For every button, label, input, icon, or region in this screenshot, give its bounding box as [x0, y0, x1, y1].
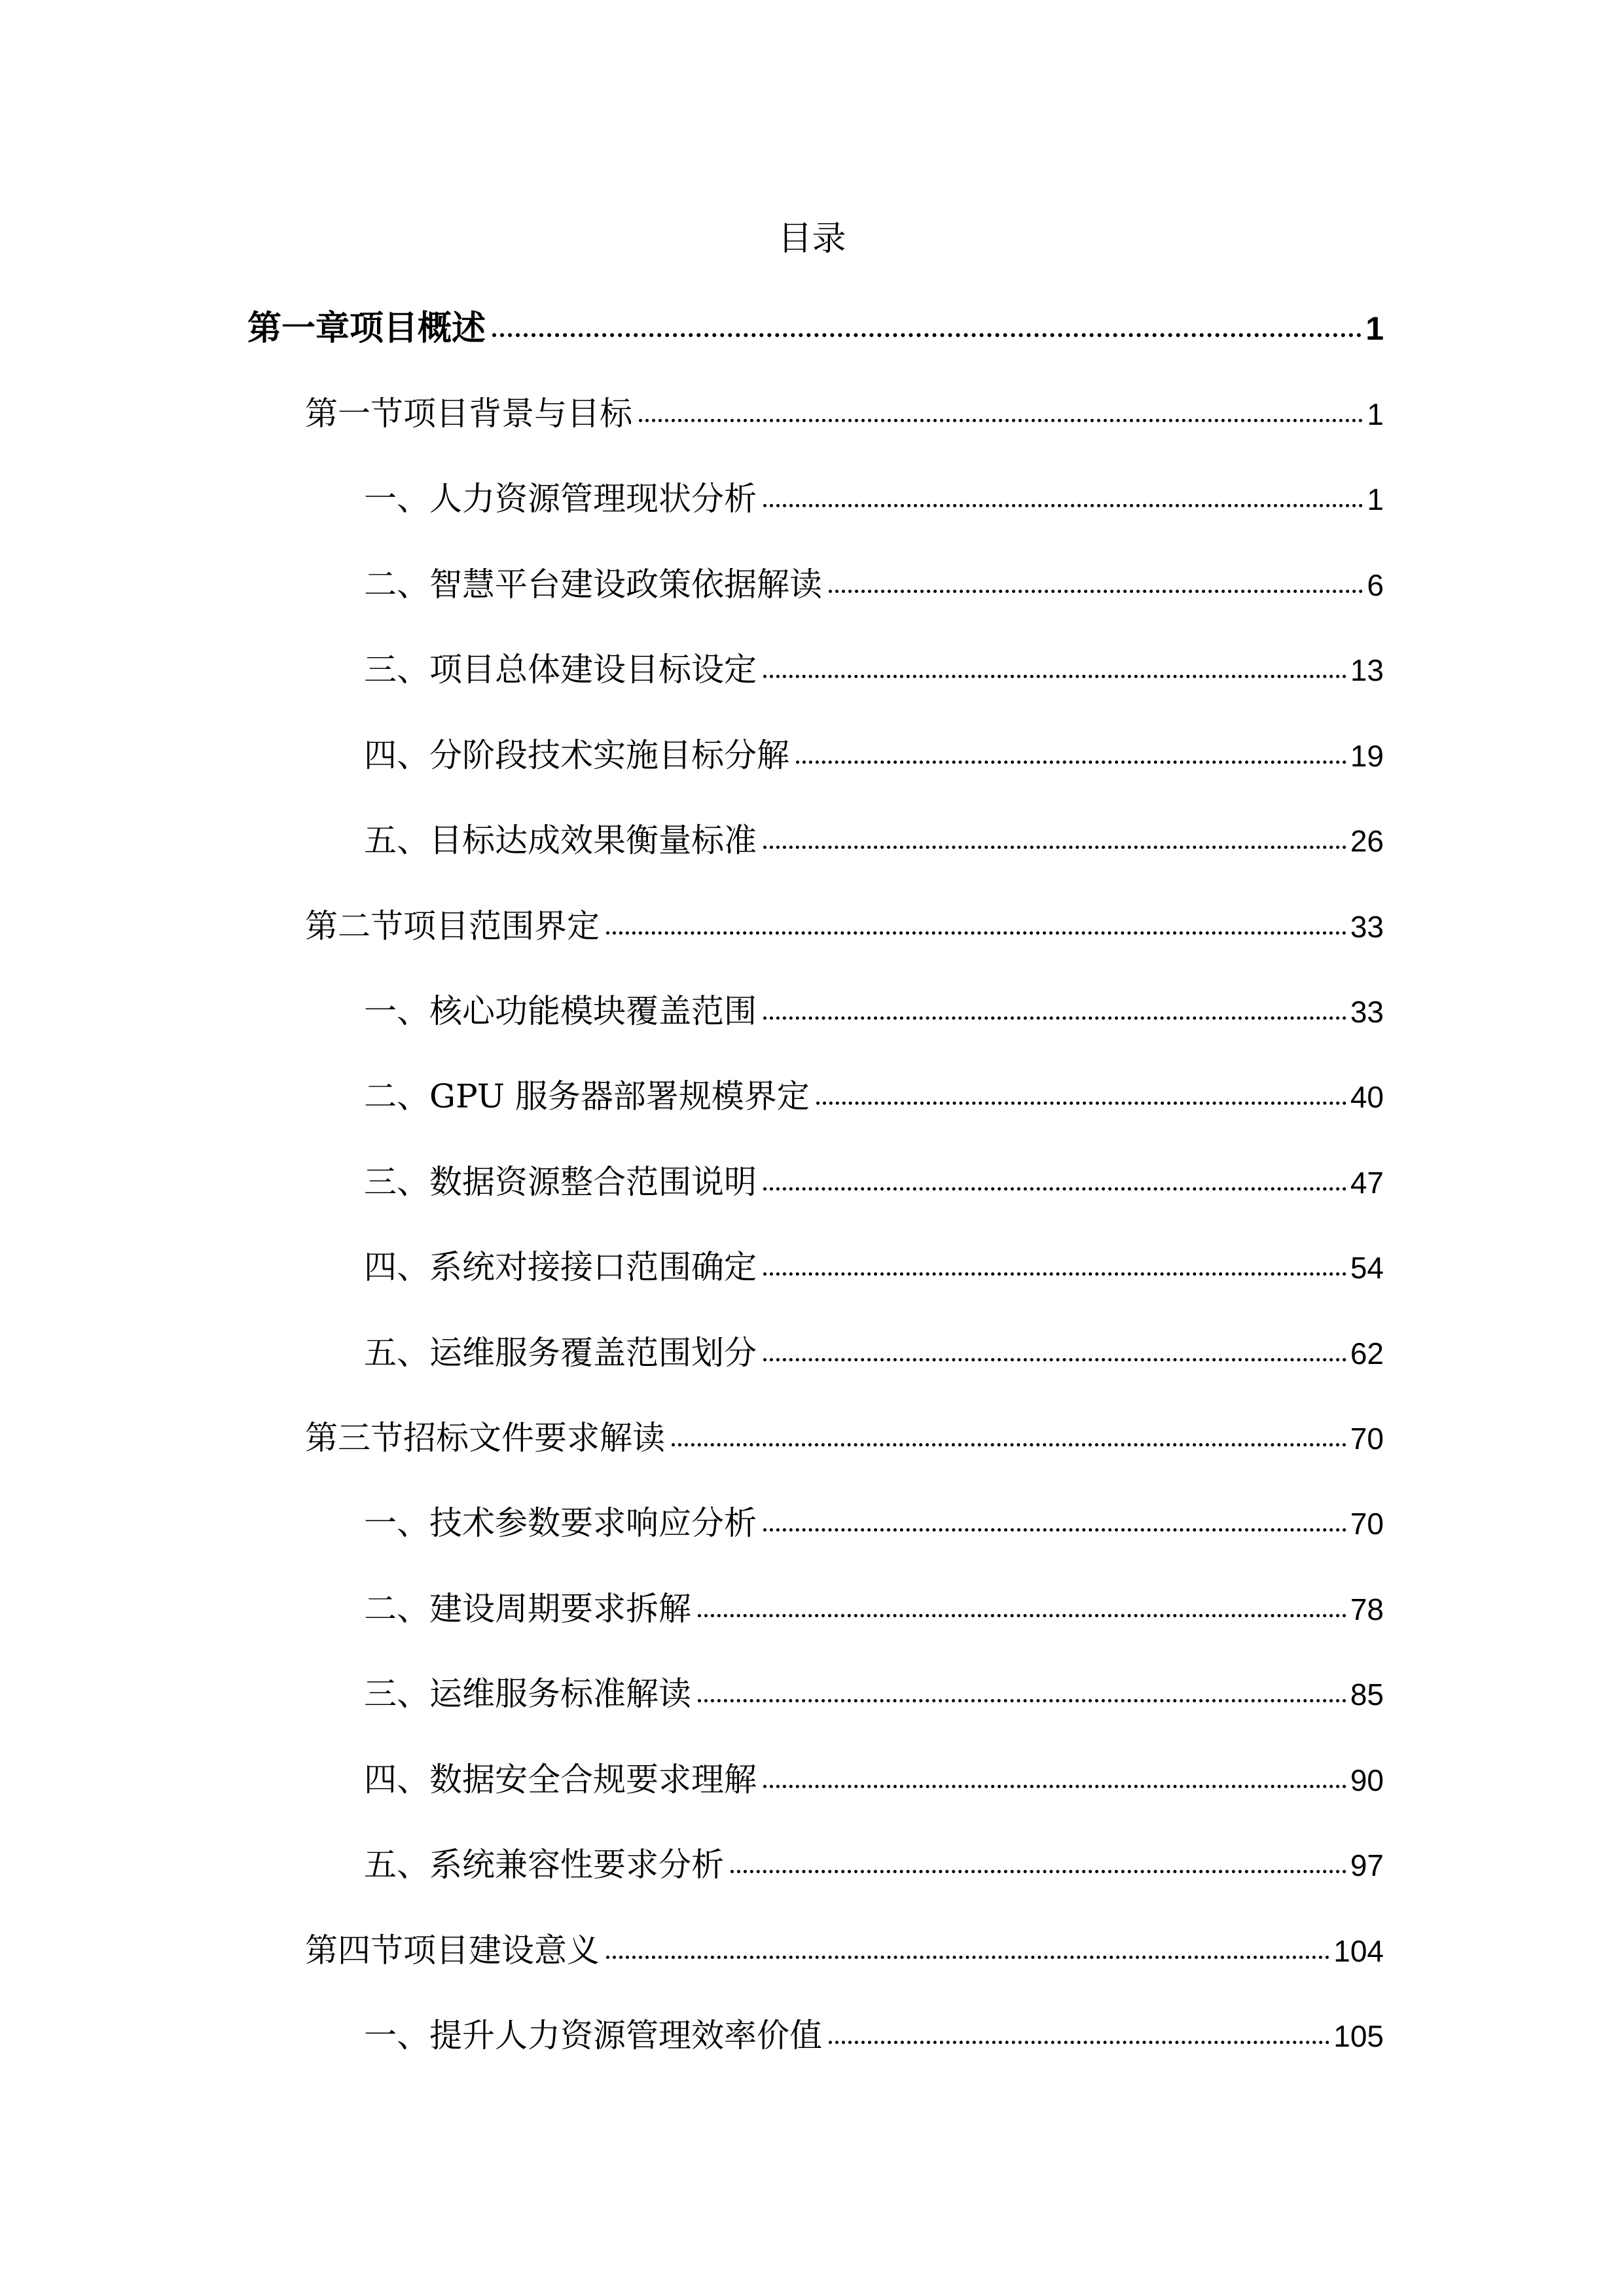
toc-entry-text: 第二节项目范围界定 — [305, 907, 600, 945]
toc-dot-leader — [763, 1272, 1346, 1276]
toc-section-2[interactable] — [305, 900, 1384, 952]
toc-entry-text: 二、智慧平台建设政策依据解读 — [364, 565, 822, 603]
toc-entry-text: 二、建设周期要求拆解 — [364, 1590, 691, 1628]
toc-subsection[interactable] — [364, 1156, 1384, 1208]
toc-dot-leader — [829, 2041, 1329, 2044]
toc-dot-leader — [796, 761, 1346, 764]
toc-page-number: 13 — [1350, 653, 1384, 687]
toc-entry-text: 第一节项目背景与目标 — [305, 395, 632, 433]
toc-subsection[interactable] — [364, 558, 1384, 611]
toc-page-number: 78 — [1350, 1592, 1384, 1626]
toc-entry-text: 一、核心功能模块覆盖范围 — [364, 992, 757, 1030]
toc-subsection[interactable] — [364, 814, 1384, 867]
toc-title: 目录 — [778, 219, 846, 259]
toc-entry-text: 五、系统兼容性要求分析 — [364, 1846, 724, 1884]
toc-dot-leader — [763, 1358, 1346, 1361]
toc-dot-leader — [763, 1528, 1346, 1532]
toc-entry-text: 第一章项目概述 — [247, 309, 486, 348]
toc-dot-leader — [672, 1443, 1346, 1446]
toc-page-number: 104 — [1333, 1934, 1384, 1968]
toc-page-number: 33 — [1350, 995, 1384, 1029]
toc-dot-leader — [816, 1102, 1346, 1105]
toc-dot-leader — [763, 675, 1346, 678]
toc-subsection[interactable] — [364, 1497, 1384, 1549]
toc-section-3[interactable] — [305, 1412, 1384, 1464]
toc-entry-text: 二、GPU 服务器部署规模界定 — [364, 1077, 810, 1115]
toc-dot-leader — [606, 931, 1346, 935]
toc-dot-leader — [763, 1016, 1346, 1020]
toc-subsection[interactable] — [364, 643, 1384, 696]
toc-subsection[interactable] — [364, 473, 1384, 525]
toc-page-number: 54 — [1350, 1251, 1384, 1285]
toc-section-1[interactable] — [305, 387, 1384, 440]
toc-dot-leader — [763, 1187, 1346, 1191]
toc-page-number: 62 — [1350, 1336, 1384, 1371]
toc-dot-leader — [698, 1614, 1346, 1617]
toc-page-number: 26 — [1350, 824, 1384, 858]
toc-dot-leader — [639, 419, 1363, 422]
toc-entry-text: 一、提升人力资源管理效率价值 — [364, 2017, 822, 2054]
toc-entry-text: 一、人力资源管理现状分析 — [364, 480, 757, 518]
toc-page-number: 1 — [1365, 310, 1384, 347]
toc-page-number: 105 — [1333, 2019, 1384, 2053]
toc-page-number: 90 — [1350, 1763, 1384, 1797]
toc-dot-leader — [606, 1956, 1329, 1959]
toc-page-number: 40 — [1350, 1080, 1384, 1114]
toc-dot-leader — [763, 504, 1363, 507]
toc-dot-leader — [763, 1785, 1346, 1788]
toc-entry-text: 四、系统对接接口范围确定 — [364, 1248, 757, 1286]
toc-entry-text: 一、技术参数要求响应分析 — [364, 1504, 757, 1542]
toc-subsection[interactable] — [364, 729, 1384, 781]
toc-subsection[interactable] — [364, 1668, 1384, 1720]
toc-entry-text: 四、分阶段技术实施目标分解 — [364, 736, 789, 774]
toc-subsection[interactable] — [364, 2009, 1384, 2062]
toc-entry-text: 五、目标达成效果衡量标准 — [364, 821, 757, 859]
toc-subsection[interactable] — [364, 985, 1384, 1037]
toc-dot-leader — [829, 590, 1363, 593]
toc-section-4[interactable] — [305, 1924, 1384, 1977]
toc-dot-leader — [698, 1699, 1346, 1702]
toc-entry-text: 第四节项目建设意义 — [305, 1931, 600, 1969]
toc-subsection[interactable] — [364, 1839, 1384, 1891]
toc-page-number: 1 — [1367, 397, 1384, 431]
toc-subsection[interactable] — [364, 1327, 1384, 1379]
toc-entry-text: 四、数据安全合规要求理解 — [364, 1761, 757, 1799]
toc-subsection[interactable] — [364, 1753, 1384, 1806]
toc-entry-text: 三、运维服务标准解读 — [364, 1675, 691, 1713]
toc-dot-leader — [763, 846, 1346, 849]
toc-page-number: 1 — [1367, 482, 1384, 516]
toc-page-number: 85 — [1350, 1677, 1384, 1712]
toc-entry-text: 五、运维服务覆盖范围划分 — [364, 1334, 757, 1372]
toc-page-number: 70 — [1350, 1422, 1384, 1456]
toc-subsection[interactable] — [364, 1241, 1384, 1293]
toc-chapter-1[interactable] — [247, 302, 1384, 355]
toc-page-number: 19 — [1350, 739, 1384, 773]
toc-page-number: 33 — [1350, 910, 1384, 944]
toc-dot-leader — [492, 333, 1362, 337]
toc-page-number: 6 — [1367, 568, 1384, 602]
toc-subsection[interactable] — [364, 1583, 1384, 1635]
toc-page-number: 70 — [1350, 1507, 1384, 1541]
toc-subsection[interactable] — [364, 1070, 1384, 1122]
toc-page-number: 47 — [1350, 1166, 1384, 1200]
toc-entry-text: 三、数据资源整合范围说明 — [364, 1163, 757, 1201]
toc-page-number: 97 — [1350, 1848, 1384, 1882]
toc-entry-text: 第三节招标文件要求解读 — [305, 1419, 665, 1457]
toc-entry-text: 三、项目总体建设目标设定 — [364, 651, 757, 689]
toc-dot-leader — [731, 1870, 1346, 1873]
